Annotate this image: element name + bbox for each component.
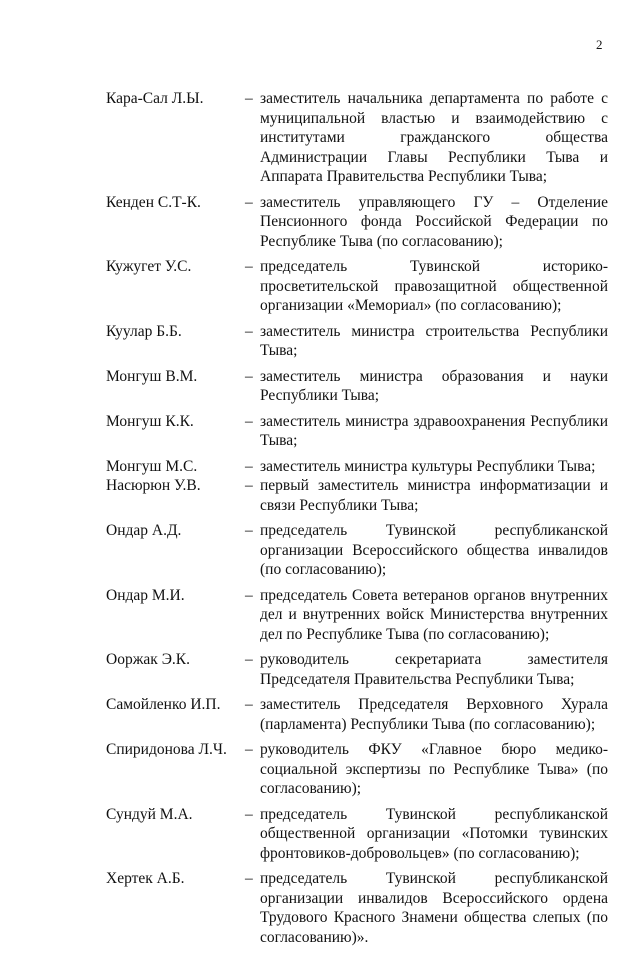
dash: – xyxy=(245,870,253,887)
dash: – xyxy=(245,651,253,668)
member-position: заместитель Председателя Верховного Хурала (парламента) Республики Тыва (по согласованию); xyxy=(260,696,608,733)
list-item xyxy=(0,805,640,864)
member-position: председатель Тувинской республиканской общественной организации «Потомки тувинских фронтовиков-добровольцев» (по согласованию); xyxy=(260,805,608,862)
list-item xyxy=(0,367,640,406)
dash: – xyxy=(245,696,253,713)
member-name: Насюрюн У.В. xyxy=(106,477,201,494)
member-position: председатель Тувинской республиканской организации Всероссийского общества инвалидов (по согласованию); xyxy=(260,522,608,578)
dash: – xyxy=(245,586,253,604)
member-position: первый заместитель министра информатизации и связи Республики Тыва; xyxy=(260,477,608,514)
member-position: заместитель министра строительства Республики Тыва; xyxy=(260,322,608,359)
member-name: Ондар М.И. xyxy=(106,586,185,604)
member-position: заместитель управляющего ГУ – Отделение Пенсионного фонда Российской Федерации по Республике Тыва (по согласованию); xyxy=(260,193,608,250)
member-name: Кужугет У.С. xyxy=(106,258,192,275)
member-position: председатель Тувинской историко-просветительской правозащитной общественной организации «Мемориал» (по согласованию); xyxy=(260,258,608,314)
member-name: Самойленко И.П. xyxy=(106,696,221,713)
member-position: руководитель ФКУ «Главное бюро медико-социальной экспертизы по Республике Тыва» (по согласованию); xyxy=(260,741,608,797)
member-position: заместитель министра культуры Республики Тыва; xyxy=(260,457,596,475)
member-name: Ооржак Э.К. xyxy=(106,651,191,668)
list-item xyxy=(0,476,640,515)
list-item xyxy=(0,193,640,252)
member-name: Монгуш К.К. xyxy=(106,412,194,430)
list-item xyxy=(0,89,640,187)
member-name: Ондар А.Д. xyxy=(106,522,182,539)
member-position: председатель Совета ветеранов органов внутренних дел и внутренних войск Министерства внутренних дел по Республике Тыва (по согласованию); xyxy=(260,586,608,643)
member-position: руководитель секретариата заместителя Председателя Правительства Республики Тыва; xyxy=(260,651,608,688)
member-position: заместитель начальника департамента по работе с муниципальной властью и взаимодействию с институтами гражданского общества Администрации Главы Республики Тыва и Аппарата Правительства Республики Тыва; xyxy=(260,90,608,185)
member-name: Спиридонова Л.Ч. xyxy=(106,741,227,758)
dash: – xyxy=(245,522,253,539)
dash: – xyxy=(245,457,253,475)
list-item xyxy=(0,257,640,316)
dash: – xyxy=(245,741,253,758)
member-position: заместитель министра здравоохранения Республики Тыва; xyxy=(260,412,608,449)
dash: – xyxy=(245,477,253,494)
page-number: 2 xyxy=(596,37,603,52)
dash: – xyxy=(245,193,253,211)
list-item xyxy=(0,650,640,689)
member-name: Хертек А.Б. xyxy=(106,870,185,887)
list-item xyxy=(0,586,640,645)
member-name: Монгуш В.М. xyxy=(106,367,198,385)
dash: – xyxy=(245,258,253,275)
list-item xyxy=(0,457,640,477)
list-item xyxy=(0,695,640,734)
member-position: заместитель министра образования и науки Республики Тыва; xyxy=(260,367,608,404)
dash: – xyxy=(245,367,253,385)
member-name: Кенден С.Т-К. xyxy=(106,193,201,211)
dash: – xyxy=(245,90,253,107)
list-item xyxy=(0,322,640,361)
member-name: Сундуй М.А. xyxy=(106,805,193,823)
dash: – xyxy=(245,322,253,340)
list-item xyxy=(0,869,640,947)
dash: – xyxy=(245,805,253,823)
member-name: Куулар Б.Б. xyxy=(106,322,182,340)
list-item xyxy=(0,740,640,799)
list-item xyxy=(0,521,640,580)
member-name: Кара-Сал Л.Ы. xyxy=(106,90,204,107)
list-item xyxy=(0,412,640,451)
dash: – xyxy=(245,412,253,430)
member-position: председатель Тувинской республиканской организации инвалидов Всероссийского ордена Трудового Красного Знамени общества слепых (по согласованию)». xyxy=(260,870,608,946)
member-name: Монгуш М.С. xyxy=(106,457,198,475)
member-list xyxy=(0,89,640,953)
